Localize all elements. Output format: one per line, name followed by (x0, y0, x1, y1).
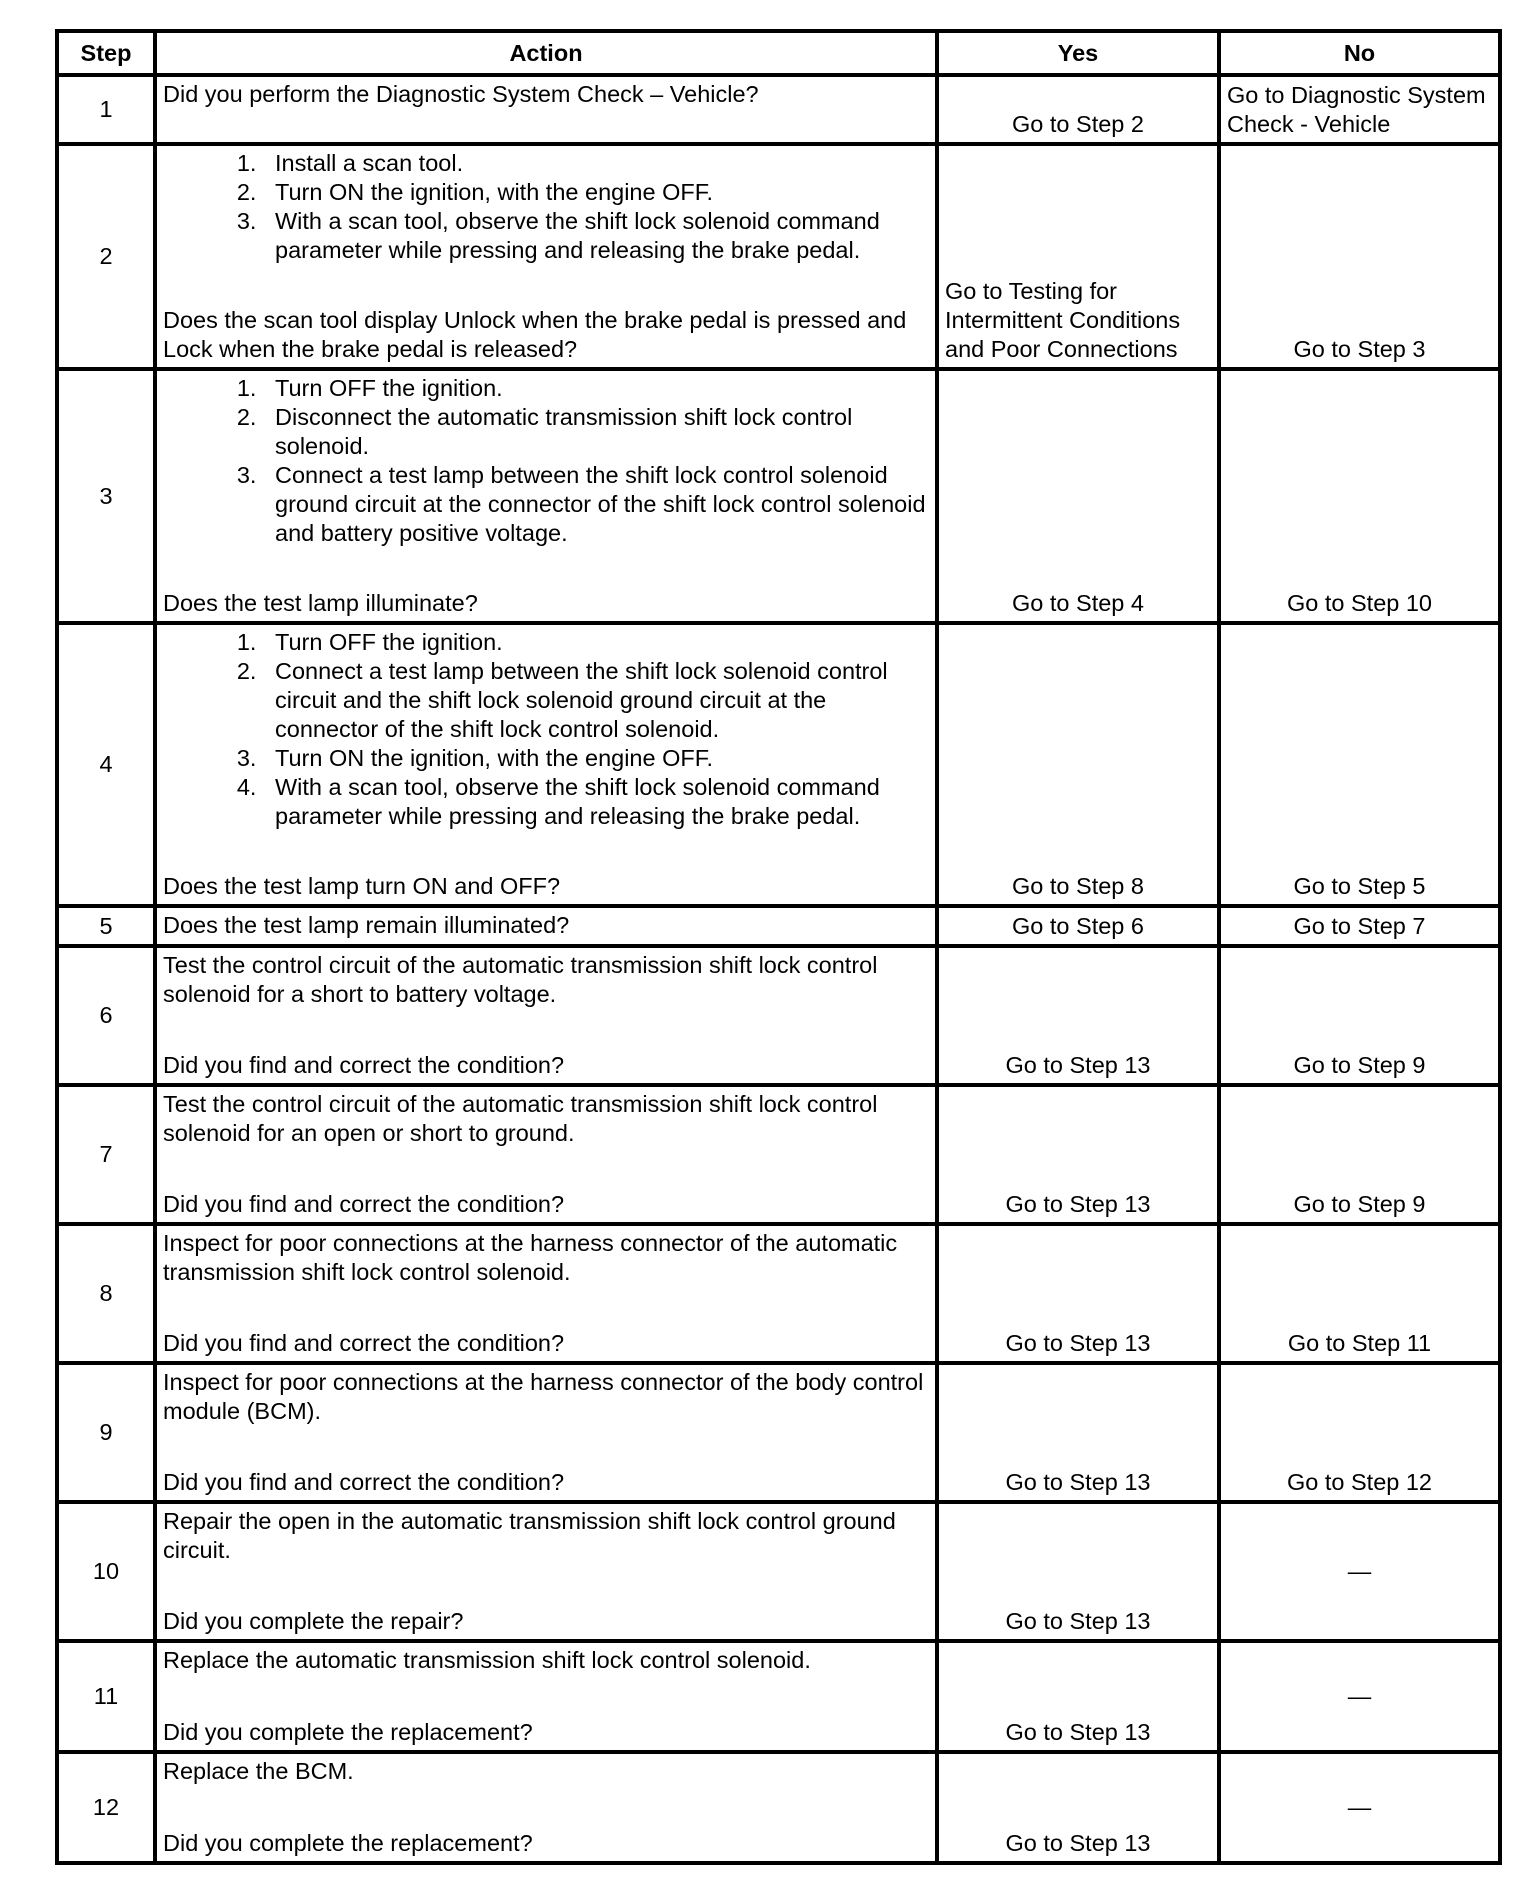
no-cell: Go to Step 5 (1219, 623, 1500, 906)
step-number: 11 (57, 1641, 155, 1752)
yes-cell: Go to Step 13 (937, 1224, 1219, 1363)
table-row (57, 623, 1500, 906)
no-cell: Go to Step 7 (1219, 906, 1500, 946)
yes-cell: Go to Step 13 (937, 1752, 1219, 1863)
no-cell: — (1219, 1752, 1500, 1863)
step-number: 4 (57, 623, 155, 906)
instruction-text: Replace the automatic transmission shift lock control solenoid. (163, 1647, 811, 1673)
procedure-item: 2. Connect a test lamp between the shift lock solenoid control circuit and the shift lock solenoid ground circuit at the connector of the shift lock control solenoid. (263, 657, 929, 744)
procedure-item: 3. Connect a test lamp between the shift lock control solenoid ground circuit at the connector of the shift lock control solenoid and battery positive voltage. (263, 461, 929, 548)
procedure-item: 4. With a scan tool, observe the shift lock solenoid command parameter while pressing and releasing the brake pedal. (263, 773, 929, 831)
yes-cell: Go to Step 13 (937, 1641, 1219, 1752)
action-cell (155, 75, 937, 144)
action-cell (155, 906, 937, 946)
action-cell (155, 946, 937, 1085)
procedure-item: 2. Turn ON the ignition, with the engine OFF. (263, 178, 929, 207)
table-row (57, 75, 1500, 144)
action-cell (155, 1224, 937, 1363)
instruction-text: Inspect for poor connections at the harness connector of the automatic transmission shift lock control solenoid. (163, 1230, 898, 1285)
yes-cell: Go to Step 13 (937, 1085, 1219, 1224)
table-row (57, 1641, 1500, 1752)
step-number: 8 (57, 1224, 155, 1363)
instruction-text: Test the control circuit of the automatic transmission shift lock control solenoid for an open or short to ground. (163, 1091, 878, 1146)
header-step: Step (57, 31, 155, 75)
instruction-text: Inspect for poor connections at the harness connector of the body control module (BCM). (163, 1369, 924, 1424)
header-yes: Yes (937, 31, 1219, 75)
yes-cell: Go to Step 13 (937, 946, 1219, 1085)
procedure-item: 1. Turn OFF the ignition. (263, 374, 929, 403)
instruction-text: Repair the open in the automatic transmission shift lock control ground circuit. (163, 1508, 896, 1563)
no-cell: Go to Diagnostic System Check - Vehicle (1219, 75, 1500, 144)
no-cell: Go to Step 3 (1219, 144, 1500, 369)
question-text: Does the test lamp remain illuminated? (163, 912, 570, 938)
header-action: Action (155, 31, 937, 75)
procedure-list (163, 374, 929, 548)
no-cell: Go to Step 11 (1219, 1224, 1500, 1363)
action-cell (155, 1363, 937, 1502)
diagnostic-table (55, 29, 1502, 1865)
procedure-list (163, 628, 929, 831)
table-row (57, 144, 1500, 369)
yes-cell: Go to Step 8 (937, 623, 1219, 906)
step-number: 9 (57, 1363, 155, 1502)
procedure-item: 3. With a scan tool, observe the shift lock solenoid command parameter while pressing and releasing the brake pedal. (263, 207, 929, 265)
instruction-text: Test the control circuit of the automatic transmission shift lock control solenoid for a short to battery voltage. (163, 952, 878, 1007)
action-cell (155, 369, 937, 623)
action-cell (155, 1502, 937, 1641)
instruction-text: Replace the BCM. (163, 1758, 354, 1784)
no-cell: Go to Step 12 (1219, 1363, 1500, 1502)
step-number: 3 (57, 369, 155, 623)
question-text: Did you find and correct the condition? (163, 1469, 565, 1495)
action-cell (155, 1752, 937, 1863)
question-text: Did you complete the replacement? (163, 1830, 533, 1856)
yes-cell: Go to Step 13 (937, 1363, 1219, 1502)
table-row (57, 1752, 1500, 1863)
step-number: 5 (57, 906, 155, 946)
procedure-list (163, 149, 929, 265)
table-row (57, 946, 1500, 1085)
table-row (57, 1224, 1500, 1363)
procedure-item: 1. Install a scan tool. (263, 149, 929, 178)
no-cell: Go to Step 9 (1219, 946, 1500, 1085)
table-row (57, 1502, 1500, 1641)
question-text: Did you find and correct the condition? (163, 1191, 565, 1217)
question-text: Did you perform the Diagnostic System Check – Vehicle? (163, 81, 759, 107)
step-number: 6 (57, 946, 155, 1085)
table-row (57, 1085, 1500, 1224)
yes-cell: Go to Step 4 (937, 369, 1219, 623)
no-cell: Go to Step 10 (1219, 369, 1500, 623)
action-cell (155, 1085, 937, 1224)
question-text: Did you complete the repair? (163, 1608, 464, 1634)
no-cell: Go to Step 9 (1219, 1085, 1500, 1224)
step-number: 2 (57, 144, 155, 369)
yes-cell: Go to Step 13 (937, 1502, 1219, 1641)
action-cell (155, 144, 937, 369)
yes-cell: Go to Step 6 (937, 906, 1219, 946)
header-row (57, 31, 1500, 75)
yes-cell: Go to Step 2 (937, 75, 1219, 144)
action-cell (155, 623, 937, 906)
step-number: 7 (57, 1085, 155, 1224)
table-row (57, 1363, 1500, 1502)
table-row (57, 906, 1500, 946)
yes-cell: Go to Testing for Intermittent Conditions and Poor Connections (937, 144, 1219, 369)
step-number: 12 (57, 1752, 155, 1863)
procedure-item: 3. Turn ON the ignition, with the engine OFF. (263, 744, 929, 773)
question-text: Does the test lamp illuminate? (163, 590, 478, 616)
procedure-item: 2. Disconnect the automatic transmission shift lock control solenoid. (263, 403, 929, 461)
procedure-item: 1. Turn OFF the ignition. (263, 628, 929, 657)
no-cell: — (1219, 1502, 1500, 1641)
table-row (57, 369, 1500, 623)
question-text: Does the scan tool display Unlock when the brake pedal is pressed and Lock when the brake pedal is released? (163, 307, 907, 362)
question-text: Did you find and correct the condition? (163, 1052, 565, 1078)
question-text: Did you complete the replacement? (163, 1719, 533, 1745)
action-cell (155, 1641, 937, 1752)
header-no: No (1219, 31, 1500, 75)
question-text: Did you find and correct the condition? (163, 1330, 565, 1356)
question-text: Does the test lamp turn ON and OFF? (163, 873, 561, 899)
step-number: 1 (57, 75, 155, 144)
no-cell: — (1219, 1641, 1500, 1752)
step-number: 10 (57, 1502, 155, 1641)
